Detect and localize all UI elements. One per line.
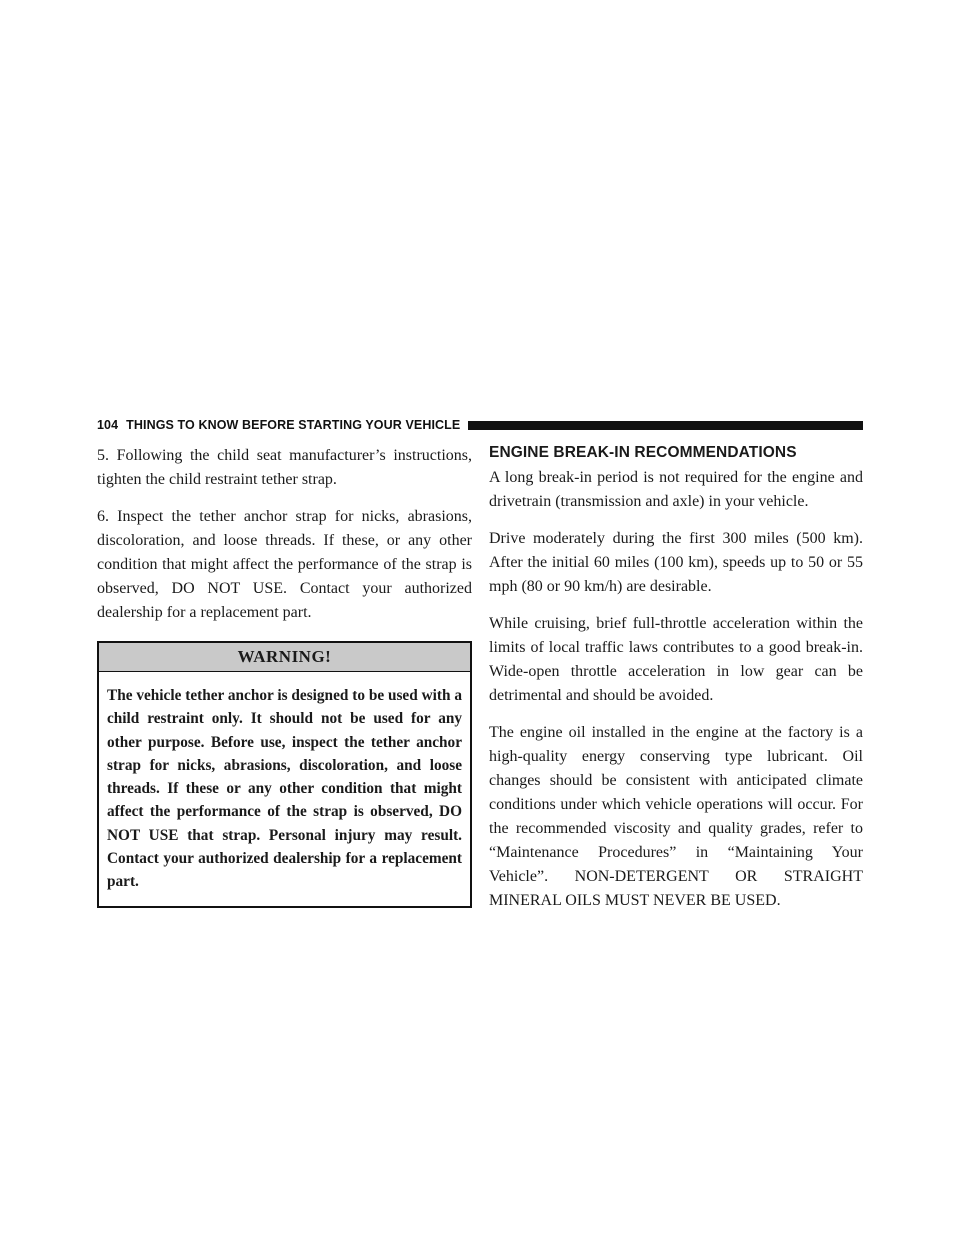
paragraph-engine-oil: The engine oil installed in the engine at the factory is a high-quality energy conserving type lubricant. Oil changes should be consistent with anticipated climate conditions under which vehicle operations will occur. For the recommended viscosity and quality grades, refer to “Maintenance Procedures” in “Maintaining Your Vehicle”. NON-DETERGENT OR STRAIGHT MINERAL OILS MUST NEVER BE USED. <box>489 724 863 909</box>
header-rule <box>468 421 863 430</box>
paragraph-drive-moderately: Drive moderately during the first 300 miles (500 km). After the initial 60 miles (100 km), speeds up to 50 or 55 mph (80 or 90 km/h) are desirable. <box>489 530 863 595</box>
paragraph-break-in: A long break-in period is not required for the engine and drivetrain (transmission and axle) in your vehicle. <box>489 469 863 510</box>
section-title: THINGS TO KNOW BEFORE STARTING YOUR VEHICLE <box>126 418 461 432</box>
left-column <box>97 444 472 908</box>
warning-body: The vehicle tether anchor is designed to be used with a child restraint only. It should not be used for any other purpose. Before use, inspect the tether anchor strap for nicks, abrasions, discoloration, and loose threads. If these or any other condition that might affect the performance of the strap is observed, DO NOT USE that strap. Personal injury may result. Contact your authorized dealership for a replacement part. <box>107 687 462 891</box>
right-column <box>489 444 863 926</box>
page-number: 104 <box>97 418 119 432</box>
warning-title: WARNING! <box>99 643 470 672</box>
step-6-paragraph: 6. Inspect the tether anchor strap for nicks, abrasions, discoloration, and loose threads. If these, or any other condition that might affect the performance of the strap is observed, DO NOT USE. Contact your authorized dealership for a replacement part. <box>97 508 472 621</box>
page-header <box>97 417 863 433</box>
step-5-paragraph: 5. Following the child seat manufacturer’s instructions, tighten the child restraint tether strap. <box>97 447 472 488</box>
section-heading: ENGINE BREAK-IN RECOMMENDATIONS <box>489 444 797 461</box>
warning-box <box>97 641 472 908</box>
paragraph-cruising: While cruising, brief full-throttle acceleration within the limits of local traffic laws contributes to a good break-in. Wide-open throttle acceleration in low gear can be detrimental and should be avoided. <box>489 615 863 704</box>
